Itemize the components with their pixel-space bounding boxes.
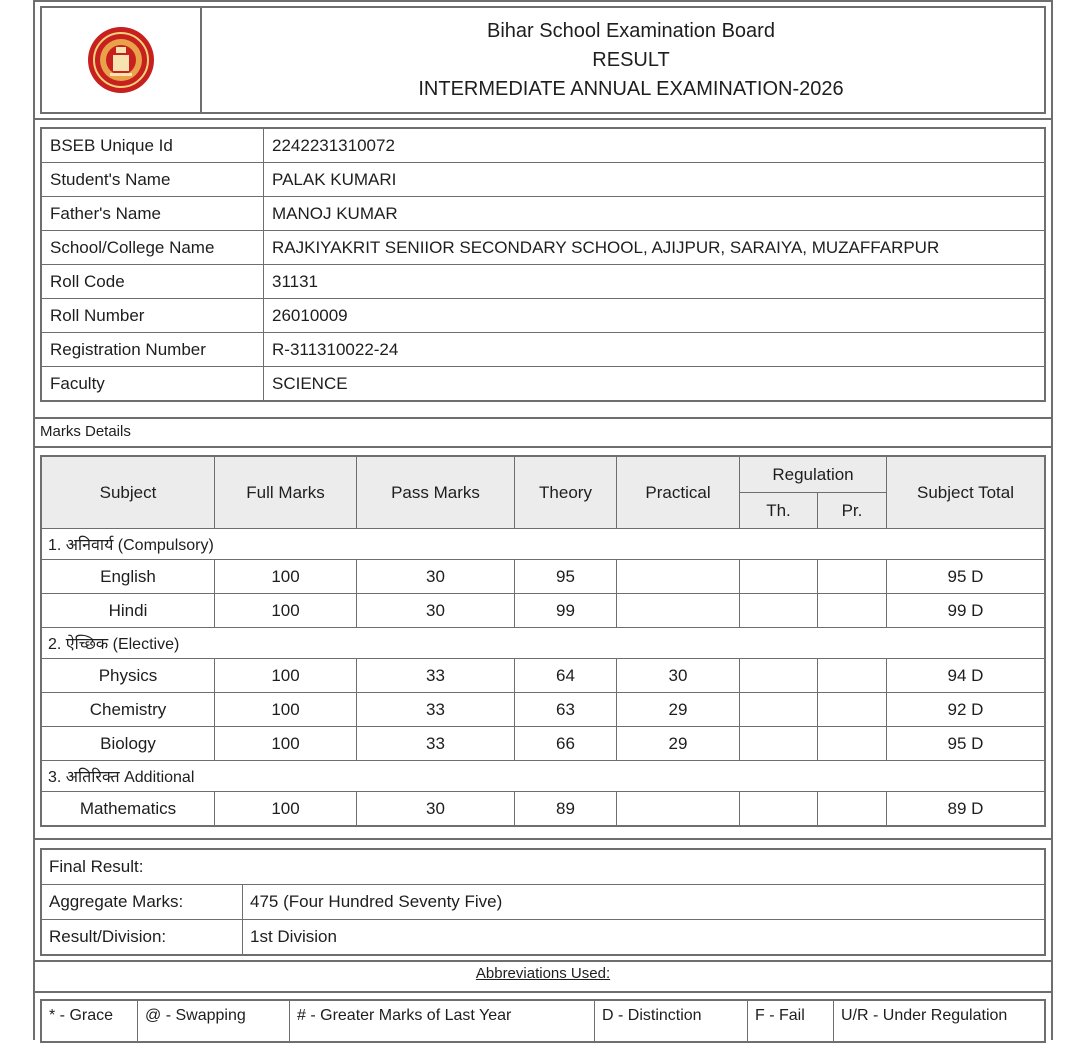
- table-row: [41, 594, 1045, 628]
- divider: [33, 417, 1053, 419]
- cell-theory: 63: [515, 693, 617, 727]
- col-reg-th: Th.: [740, 493, 818, 529]
- cell-practical: [617, 594, 740, 628]
- cell-reg-pr: [818, 792, 887, 827]
- cell-full: 100: [215, 560, 357, 594]
- group-title: 2. ऐच्छिक (Elective): [41, 628, 1045, 659]
- cell-reg-pr: [818, 594, 887, 628]
- abbreviation-item: * - Grace: [41, 1000, 138, 1042]
- marks-table: [40, 455, 1046, 827]
- info-label: Student's Name: [41, 163, 264, 197]
- cell-practical: [617, 560, 740, 594]
- abbreviations-table: [40, 999, 1046, 1043]
- group-title: 3. अतिरिक्त Additional: [41, 761, 1045, 792]
- col-full-marks: Full Marks: [215, 456, 357, 529]
- cell-reg-th: [740, 594, 818, 628]
- aggregate-value: 475 (Four Hundred Seventy Five): [243, 885, 1046, 920]
- info-value: 2242231310072: [264, 128, 1046, 163]
- cell-total: 95 D: [887, 560, 1046, 594]
- cell-subject: Mathematics: [41, 792, 215, 827]
- division-label: Result/Division:: [41, 920, 243, 956]
- col-practical: Practical: [617, 456, 740, 529]
- exam-name: INTERMEDIATE ANNUAL EXAMINATION-2026: [418, 77, 844, 100]
- cell-reg-pr: [818, 659, 887, 693]
- cell-pass: 30: [357, 792, 515, 827]
- table-row: [41, 659, 1045, 693]
- cell-theory: 95: [515, 560, 617, 594]
- cell-reg-th: [740, 560, 818, 594]
- cell-subject: Chemistry: [41, 693, 215, 727]
- cell-pass: 30: [357, 594, 515, 628]
- cell-practical: 29: [617, 727, 740, 761]
- info-label: Roll Code: [41, 265, 264, 299]
- result-header: [40, 6, 1046, 114]
- info-row: [41, 231, 1045, 265]
- cell-reg-pr: [818, 693, 887, 727]
- info-label: BSEB Unique Id: [41, 128, 264, 163]
- cell-pass: 33: [357, 693, 515, 727]
- cell-total: 94 D: [887, 659, 1046, 693]
- info-row: [41, 333, 1045, 367]
- cell-pass: 30: [357, 560, 515, 594]
- division-value: 1st Division: [243, 920, 1046, 956]
- divider: [33, 991, 1053, 993]
- abbreviation-item: D - Distinction: [595, 1000, 748, 1042]
- col-regulation: Regulation: [740, 456, 887, 493]
- divider: [33, 446, 1053, 448]
- info-row: [41, 128, 1045, 163]
- header-title: [202, 8, 1044, 112]
- cell-total: 95 D: [887, 727, 1046, 761]
- col-subject-total: Subject Total: [887, 456, 1046, 529]
- info-label: School/College Name: [41, 231, 264, 265]
- cell-theory: 64: [515, 659, 617, 693]
- cell-subject: Biology: [41, 727, 215, 761]
- board-name: Bihar School Examination Board: [487, 19, 775, 42]
- info-value: 31131: [264, 265, 1046, 299]
- table-row: [41, 693, 1045, 727]
- cell-practical: [617, 792, 740, 827]
- abbreviations-title: Abbreviations Used:: [475, 965, 611, 982]
- col-reg-pr: Pr.: [818, 493, 887, 529]
- cell-subject: English: [41, 560, 215, 594]
- cell-pass: 33: [357, 727, 515, 761]
- abbreviation-item: F - Fail: [748, 1000, 834, 1042]
- info-value: SCIENCE: [264, 367, 1046, 402]
- abbreviation-item: @ - Swapping: [138, 1000, 290, 1042]
- logo-cell: [42, 8, 202, 112]
- marks-section-title: Marks Details: [40, 423, 131, 440]
- cell-theory: 66: [515, 727, 617, 761]
- cell-reg-pr: [818, 727, 887, 761]
- result-label: RESULT: [592, 48, 670, 71]
- cell-full: 100: [215, 792, 357, 827]
- cell-total: 92 D: [887, 693, 1046, 727]
- cell-reg-th: [740, 727, 818, 761]
- cell-total: 89 D: [887, 792, 1046, 827]
- group-row: [41, 529, 1045, 560]
- cell-practical: 30: [617, 659, 740, 693]
- info-value: R-311310022-24: [264, 333, 1046, 367]
- info-label: Faculty: [41, 367, 264, 402]
- info-label: Roll Number: [41, 299, 264, 333]
- divider: [33, 960, 1053, 962]
- info-row: [41, 197, 1045, 231]
- bseb-logo-icon: [86, 25, 156, 95]
- info-row: [41, 265, 1045, 299]
- table-row: [41, 727, 1045, 761]
- table-row: [41, 792, 1045, 827]
- cell-theory: 89: [515, 792, 617, 827]
- info-value: PALAK KUMARI: [264, 163, 1046, 197]
- cell-practical: 29: [617, 693, 740, 727]
- info-row: [41, 367, 1045, 402]
- cell-pass: 33: [357, 659, 515, 693]
- cell-reg-pr: [818, 560, 887, 594]
- info-row: [41, 163, 1045, 197]
- cell-subject: Physics: [41, 659, 215, 693]
- info-label: Registration Number: [41, 333, 264, 367]
- cell-full: 100: [215, 594, 357, 628]
- final-result-title: Final Result:: [41, 849, 1045, 885]
- abbreviation-item: U/R - Under Regulation: [834, 1000, 1046, 1042]
- cell-total: 99 D: [887, 594, 1046, 628]
- cell-full: 100: [215, 693, 357, 727]
- cell-reg-th: [740, 693, 818, 727]
- cell-full: 100: [215, 727, 357, 761]
- cell-full: 100: [215, 659, 357, 693]
- table-row: [41, 560, 1045, 594]
- cell-subject: Hindi: [41, 594, 215, 628]
- cell-theory: 99: [515, 594, 617, 628]
- info-value: MANOJ KUMAR: [264, 197, 1046, 231]
- abbreviation-item: # - Greater Marks of Last Year: [290, 1000, 595, 1042]
- aggregate-label: Aggregate Marks:: [41, 885, 243, 920]
- col-subject: Subject: [41, 456, 215, 529]
- col-theory: Theory: [515, 456, 617, 529]
- col-pass-marks: Pass Marks: [357, 456, 515, 529]
- cell-reg-th: [740, 659, 818, 693]
- final-result-table: [40, 848, 1046, 956]
- divider: [33, 118, 1053, 120]
- info-label: Father's Name: [41, 197, 264, 231]
- info-value: RAJKIYAKRIT SENIIOR SECONDARY SCHOOL, AJIJPUR, SARAIYA, MUZAFFARPUR: [264, 231, 1046, 265]
- info-value: 26010009: [264, 299, 1046, 333]
- info-row: [41, 299, 1045, 333]
- divider: [33, 838, 1053, 840]
- student-info-table: [40, 127, 1046, 402]
- group-row: [41, 761, 1045, 792]
- group-row: [41, 628, 1045, 659]
- cell-reg-th: [740, 792, 818, 827]
- group-title: 1. अनिवार्य (Compulsory): [41, 529, 1045, 560]
